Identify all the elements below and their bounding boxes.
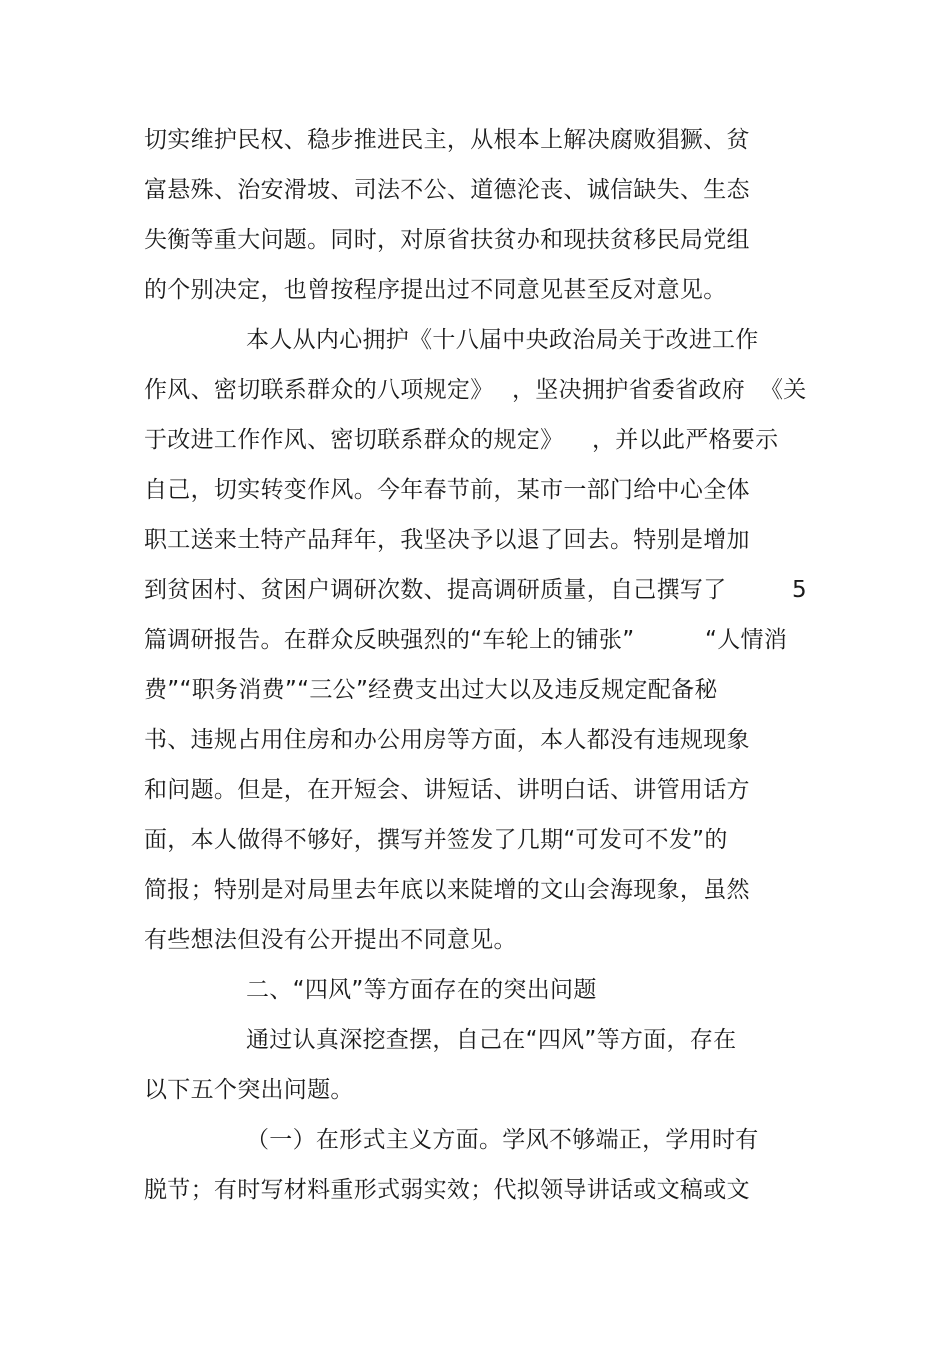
text-line: 失衡等重大问题。同时，对原省扶贫办和现扶贫移民局党组 — [144, 227, 750, 253]
text-fragment: 《关 — [760, 377, 807, 403]
text-fragment: ，并以此严格要示 — [592, 427, 779, 453]
text-line: 以下五个突出问题。 — [144, 1077, 354, 1103]
section-heading: 二、“四风”等方面存在的突出问题 — [246, 977, 597, 1003]
text-fragment: “人情消 — [705, 627, 788, 653]
text-line: 切实维护民权、稳步推进民主，从根本上解决腐败猖獗、贫 — [144, 127, 750, 153]
text-line: 有些想法但没有公开提出不同意见。 — [144, 927, 517, 953]
text-fragment: 5 — [792, 577, 807, 603]
text-line: 于改进工作作风、密切联系群众的规定》 — [144, 427, 564, 453]
text-line: 和问题。但是，在开短会、讲短话、讲明白话、讲管用话方 — [144, 777, 750, 803]
text-line: 富悬殊、治安滑坡、司法不公、道德沦丧、诚信缺失、生态 — [144, 177, 750, 203]
paragraph-first-line: （一）在形式主义方面。学风不够端正，学用时有 — [246, 1127, 759, 1153]
text-line: 书、违规占用住房和办公用房等方面，本人都没有违规现象 — [144, 727, 750, 753]
text-line: 到贫困村、贫困户调研次数、提高调研质量，自己撰写了 — [144, 577, 727, 603]
text-line: 职工送来土特产品拜年，我坚决予以退了回去。特别是增加 — [144, 527, 750, 553]
text-line: 费”“职务消费”“三公”经费支出过大以及违反规定配备秘 — [144, 677, 718, 703]
text-line: 脱节；有时写材料重形式弱实效；代拟领导讲话或文稿或文 — [144, 1177, 750, 1203]
paragraph-first-line: 通过认真深挖查摆，自己在“四风”等方面，存在 — [246, 1027, 737, 1053]
text-line: 的个别决定，也曾按程序提出过不同意见甚至反对意见。 — [144, 277, 727, 303]
text-line: 自己，切实转变作风。今年春节前，某市一部门给中心全体 — [144, 477, 750, 503]
text-line: 作风、密切联系群众的八项规定》 — [144, 377, 494, 403]
text-line: 简报；特别是对局里去年底以来陡增的文山会海现象，虽然 — [144, 877, 750, 903]
text-line: 面，本人做得不够好，撰写并签发了几期“可发可不发”的 — [144, 827, 728, 853]
text-line: 篇调研报告。在群众反映强烈的“车轮上的铺张” — [144, 627, 635, 653]
paragraph-first-line: 本人从内心拥护《十八届中央政治局关于改进工作 — [246, 327, 759, 353]
text-fragment: ，坚决拥护省委省政府 — [512, 377, 745, 403]
